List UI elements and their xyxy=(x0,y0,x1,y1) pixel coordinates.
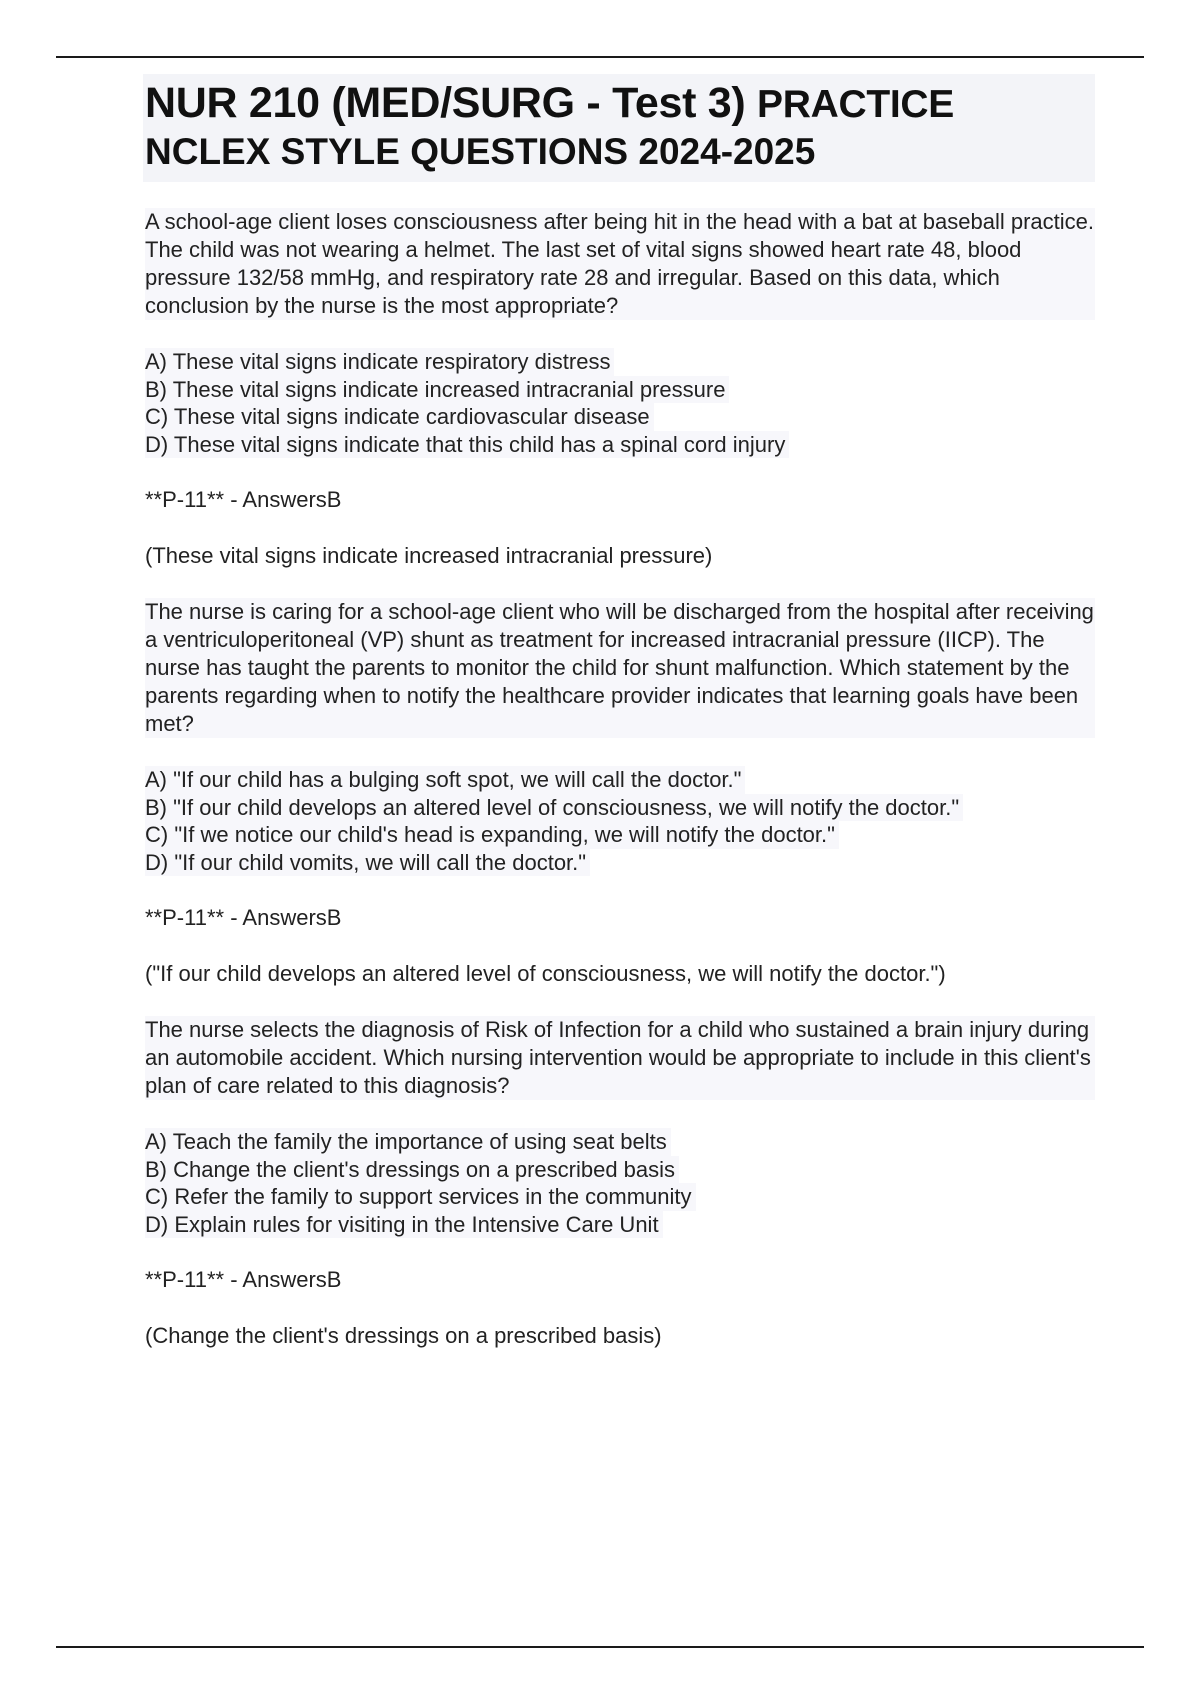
answer-code: **P-11** - AnswersB xyxy=(145,905,342,930)
top-rule xyxy=(56,56,1144,58)
answer-explanation: ("If our child develops an altered level of consciousness, we will notify the doctor.") xyxy=(145,961,946,986)
question-stem: A school-age client loses consciousness after being hit in the head with a bat at baseball practice. The child was not wearing a helmet. The last set of vital signs showed heart rate 48, blood pressure 132/58 mmHg, and respiratory rate 28 and irregular. Based on this data, which conclusion by the nurse is the most appropriate? xyxy=(145,209,1095,318)
question-block xyxy=(145,1016,1095,1350)
title-part2: PRACTICE xyxy=(757,83,954,126)
option-d: D) "If our child vomits, we will call the doctor." xyxy=(145,849,590,877)
option-c: C) Refer the family to support services in the community xyxy=(145,1183,696,1211)
option-a: A) "If our child has a bulging soft spot, we will call the doctor." xyxy=(145,766,745,794)
option-a: A) These vital signs indicate respiratory distress xyxy=(145,348,614,376)
answer-options xyxy=(145,766,1095,876)
question-block xyxy=(145,208,1095,570)
answer-explanation: (These vital signs indicate increased intracranial pressure) xyxy=(145,543,713,568)
document-title xyxy=(143,74,1095,182)
option-c: C) "If we notice our child's head is expanding, we will notify the doctor." xyxy=(145,821,839,849)
question-stem: The nurse is caring for a school-age client who will be discharged from the hospital after receiving a ventriculoperitoneal (VP) shunt as treatment for increased intracranial pressure (IICP). The nurse has taught the parents to monitor the child for shunt malfunction. Which statement by the parents regarding when to notify the healthcare provider indicates that learning goals have been met? xyxy=(145,599,1094,736)
bottom-rule xyxy=(56,1646,1144,1648)
answer-code: **P-11** - AnswersB xyxy=(145,487,342,512)
question-block xyxy=(145,598,1095,988)
answer-explanation: (Change the client's dressings on a prescribed basis) xyxy=(145,1323,662,1348)
title-part1: NUR 210 (MED/SURG - Test 3) xyxy=(145,79,746,127)
answer-options xyxy=(145,1128,1095,1238)
option-b: B) These vital signs indicate increased intracranial pressure xyxy=(145,376,729,404)
option-b: B) Change the client's dressings on a prescribed basis xyxy=(145,1156,679,1184)
option-b: B) "If our child develops an altered level of consciousness, we will notify the doctor." xyxy=(145,794,963,822)
answer-options xyxy=(145,348,1095,458)
option-c: C) These vital signs indicate cardiovascular disease xyxy=(145,403,654,431)
document-page xyxy=(145,74,1095,1378)
title-line2: NCLEX STYLE QUESTIONS 2024-2025 xyxy=(145,131,816,172)
option-d: D) These vital signs indicate that this child has a spinal cord injury xyxy=(145,431,789,459)
question-stem: The nurse selects the diagnosis of Risk of Infection for a child who sustained a brain injury during an automobile accident. Which nursing intervention would be appropriate to include in this client's plan of care related to this diagnosis? xyxy=(145,1016,1095,1100)
option-a: A) Teach the family the importance of using seat belts xyxy=(145,1128,671,1156)
option-d: D) Explain rules for visiting in the Intensive Care Unit xyxy=(145,1211,663,1239)
answer-code: **P-11** - AnswersB xyxy=(145,1267,342,1292)
